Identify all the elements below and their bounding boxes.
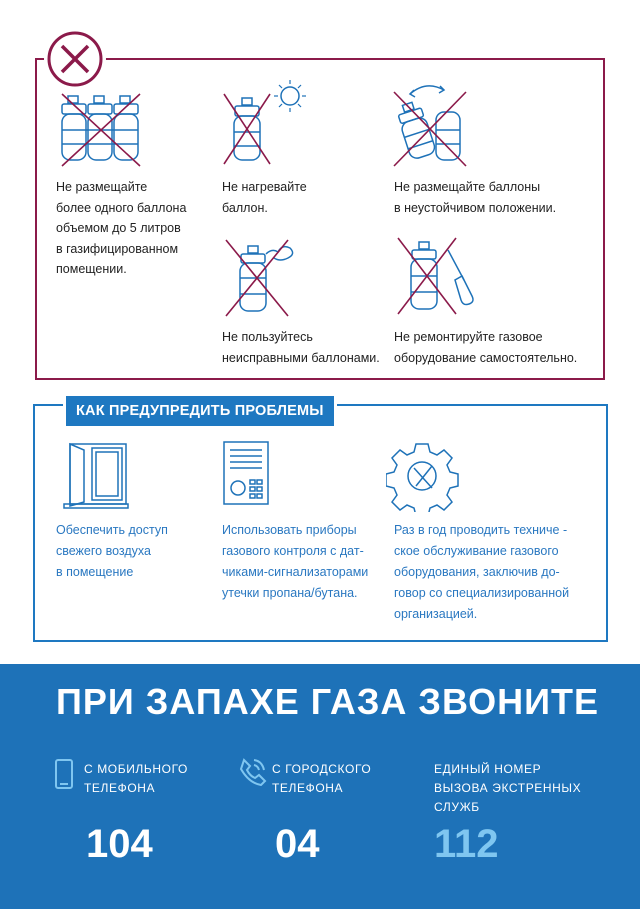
repair-cylinder-icon [394, 236, 490, 321]
prevention-text-2: Использовать приборы газового контроля с дат- чиками-сигнализаторами утечки пропана/бутана. [222, 523, 369, 600]
mobile-number: 104 [86, 822, 153, 866]
landline-phone-icon [238, 756, 268, 791]
window-icon [62, 440, 130, 515]
faulty-cylinder-icon [222, 236, 302, 323]
prohibition-text-4: Не пользуйтесь неисправными баллонами. [222, 330, 380, 365]
emergency-title: ПРИ ЗАПАХЕ ГАЗА ЗВОНИТЕ [56, 681, 599, 722]
prevention-text-3: Раз в год проводить техниче - ское обслуживание газового оборудования, заключив до- говор со специализированной организацией. [394, 523, 570, 621]
landline-number: 04 [275, 822, 320, 866]
heated-cylinder-icon [222, 76, 314, 173]
maintenance-gear-icon [386, 438, 462, 517]
prevention-title: КАК ПРЕДУПРЕДИТЬ ПРОБЛЕМЫ [63, 393, 337, 429]
prevention-text-1: Обеспечить доступ свежего воздуха в помещение [56, 523, 168, 579]
prohibition-text-3: Не размещайте баллоны в неустойчивом положении. [394, 180, 557, 215]
landline-caption: С ГОРОДСКОГО ТЕЛЕФОНА [272, 762, 372, 795]
mobile-caption: С МОБИЛЬНОГО ТЕЛЕФОНА [84, 762, 188, 795]
unified-number: 112 [434, 822, 499, 866]
mobile-phone-icon [54, 758, 74, 795]
multiple-cylinders-icon [58, 92, 144, 173]
gas-detector-icon [222, 440, 272, 511]
unified-caption: ЕДИНЫЙ НОМЕР ВЫЗОВА ЭКСТРЕННЫХ СЛУЖБ [434, 762, 582, 814]
prohibition-text-2: Не нагревайте баллон. [222, 180, 307, 215]
prohibition-text-5: Не ремонтируйте газовое оборудование самостоятельно. [394, 330, 578, 365]
prohibition-icon [44, 28, 106, 90]
prohibition-text-1: Не размещайте более одного баллона объемом до 5 литров в газифицированном помещении. [56, 180, 187, 276]
unstable-cylinder-icon [392, 78, 472, 175]
